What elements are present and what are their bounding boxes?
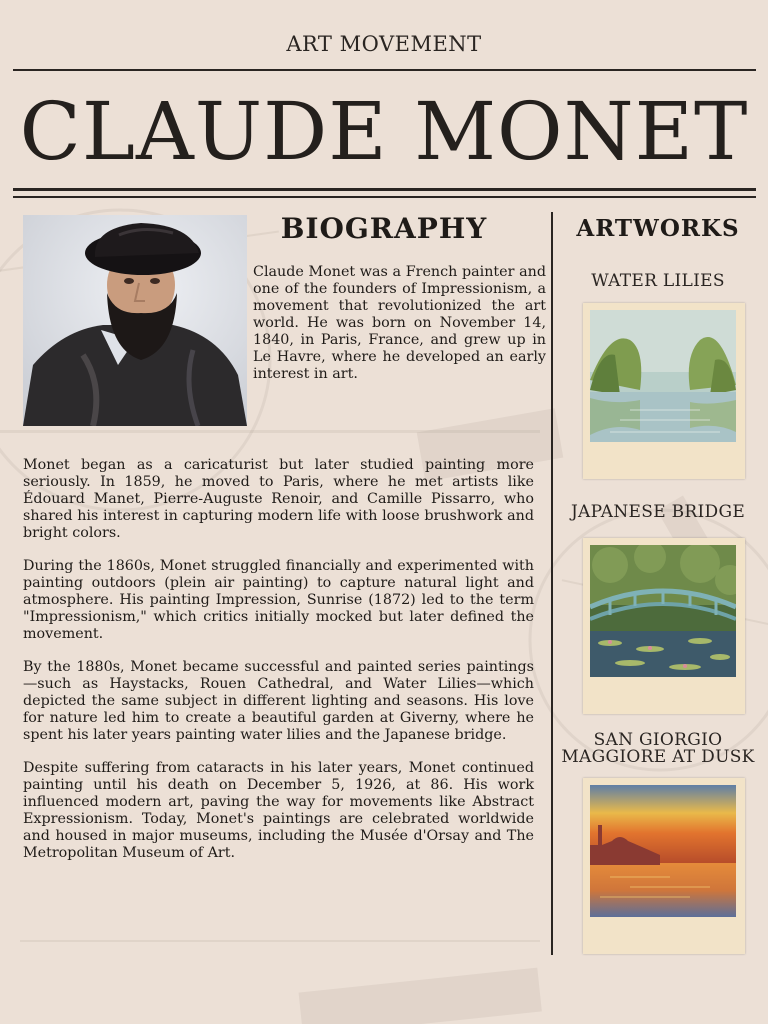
section-kicker: ART MOVEMENT xyxy=(286,32,482,56)
biography-body xyxy=(23,457,534,878)
artwork-title-line: MAGGIORE AT DUSK xyxy=(561,747,755,767)
biography-paragraph: By the 1880s, Monet became successful and painted series paintings—such as Haystacks, Rouen Cathedral, and Water Lilies—which depicted the same subject in different lighting and seasons. His love for nature led him to create a beautiful garden at Giverny, where he spent his later years painting water lilies and the Japanese bridge. xyxy=(23,659,534,743)
biography-paragraph: Monet began as a caricaturist but later studied painting more seriously. In 1859, he moved to Paris, where he met artists like Édouard Manet, Pierre-Auguste Renoir, and Camille Pissarro, who shared his interest in capturing modern life with loose brushwork and bright colors. xyxy=(23,457,534,541)
artwork-title-water-lilies: WATER LILIES xyxy=(591,271,725,291)
biography-paragraph: Despite suffering from cataracts in his later years, Monet continued painting until his death on December 5, 1926, at 86. His work influenced modern art, paving the way for movements like Abstract Expressionism. Today, Monet's paintings are celebrated worldwide and housed in major museums, including the Musée d'Orsay and The Metropolitan Museum of Art. xyxy=(23,760,534,861)
monet-portrait xyxy=(23,215,247,426)
column-divider xyxy=(551,212,553,955)
japanese-bridge-painting xyxy=(590,545,736,677)
biography-intro: Claude Monet was a French painter and one of the founders of Impressionism, a movement that revolutionized the art world. He was born on November 14, 1840, in Paris, France, and grew up in Le Havre, where he developed an early interest in art. xyxy=(253,264,546,382)
artwork-card-water-lilies xyxy=(583,303,745,479)
page-title: CLAUDE MONET xyxy=(19,85,749,178)
top-rule xyxy=(13,69,756,71)
water-lilies-painting xyxy=(590,310,736,442)
title-rule-thin xyxy=(13,196,756,198)
biography-heading: BIOGRAPHY xyxy=(280,212,488,245)
title-rule-thick xyxy=(13,188,756,191)
artwork-title-san-giorgio xyxy=(555,732,761,766)
artwork-card-japanese-bridge xyxy=(583,538,745,714)
artwork-title-line: SAN GIORGIO xyxy=(593,730,723,750)
san-giorgio-painting xyxy=(590,785,736,917)
artwork-card-san-giorgio xyxy=(583,778,745,954)
artwork-title-japanese-bridge: JAPANESE BRIDGE xyxy=(570,502,746,522)
artworks-heading: ARTWORKS xyxy=(576,215,740,242)
biography-paragraph: During the 1860s, Monet struggled financially and experimented with painting outdoors (plein air painting) to capture natural light and atmosphere. His painting Impression, Sunrise (1872) led to the term "Impressionism," which critics initially mocked but later defined the movement. xyxy=(23,558,534,642)
